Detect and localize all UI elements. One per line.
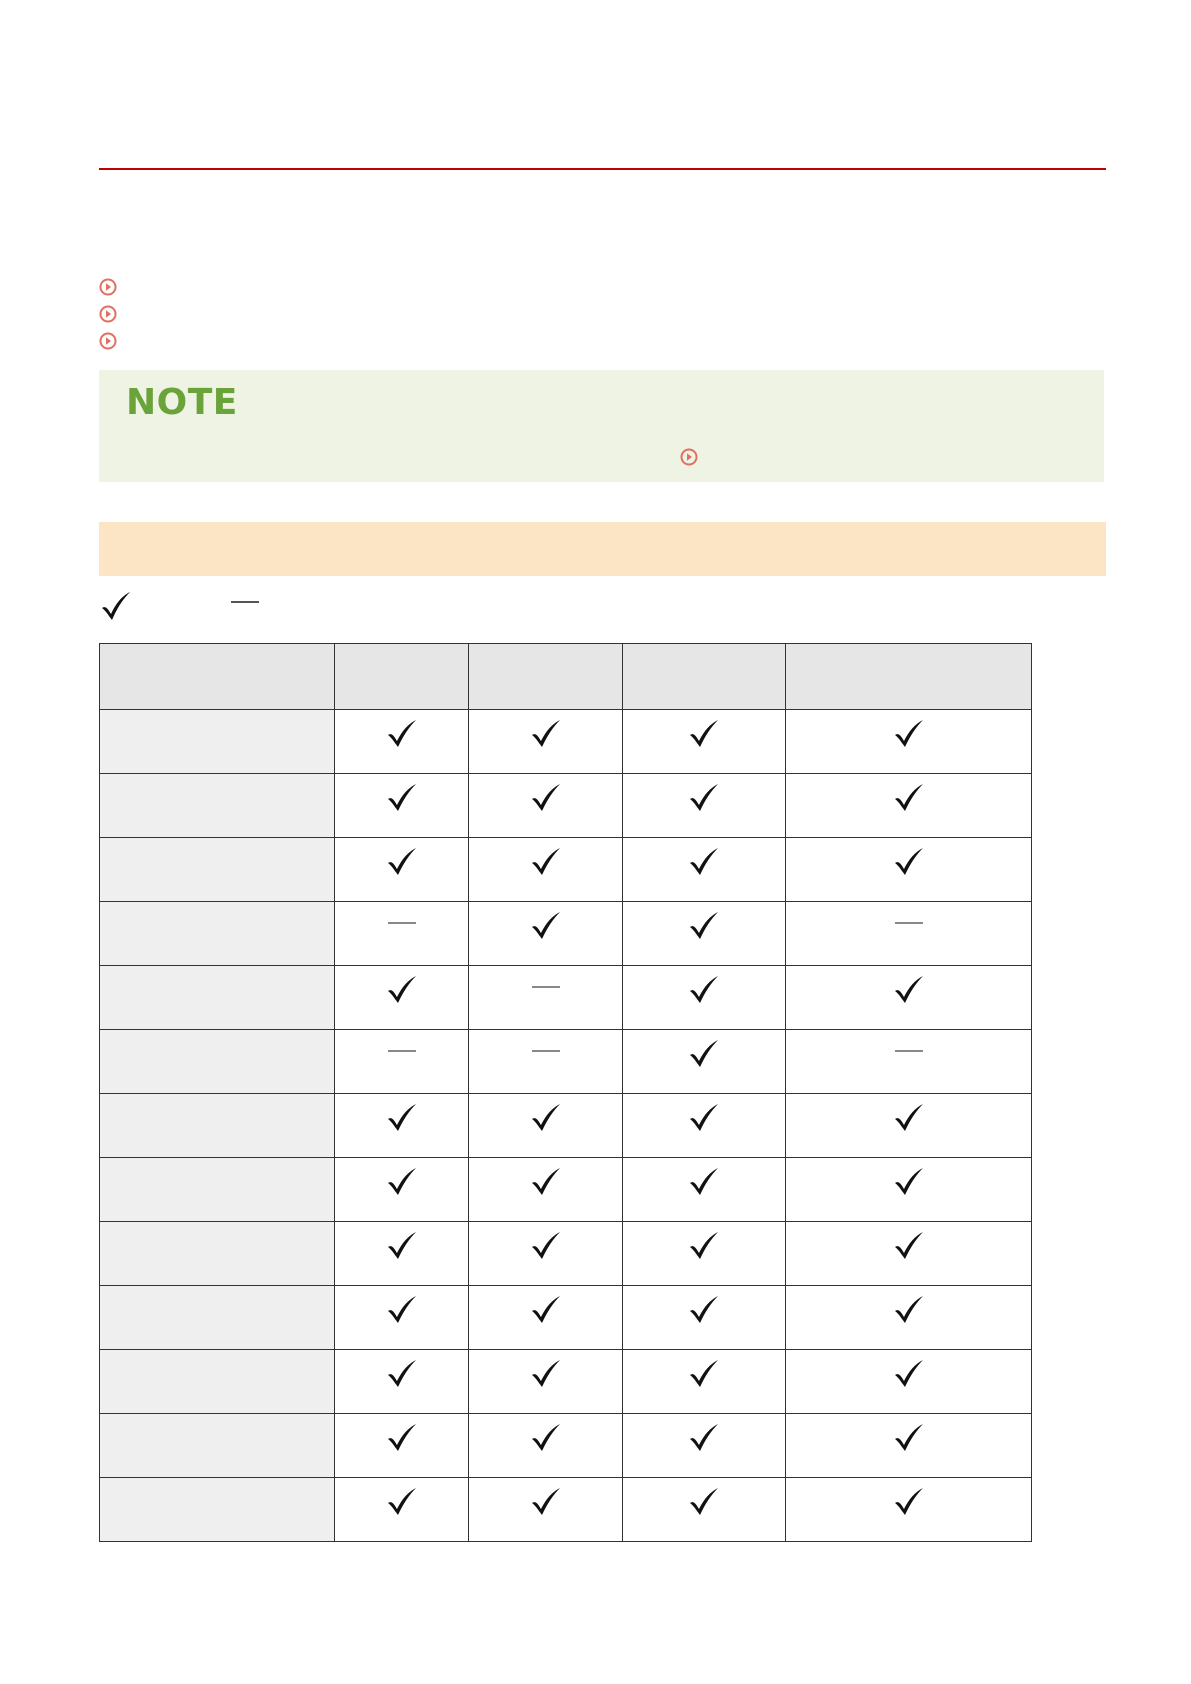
- table-cell: [786, 966, 1032, 1030]
- table-cell: [786, 1030, 1032, 1094]
- check-icon: [99, 589, 133, 623]
- check-icon: [687, 1422, 721, 1454]
- dash-icon: [231, 601, 259, 603]
- table-cell: [623, 902, 786, 966]
- table-cell: [786, 1158, 1032, 1222]
- table-cell: [469, 966, 623, 1030]
- table-cell: [335, 838, 469, 902]
- header-rule: [99, 168, 1106, 170]
- table-row: [100, 966, 1032, 1030]
- table-cell: [623, 1222, 786, 1286]
- row-label-cell: [100, 1350, 335, 1414]
- row-label-cell: [100, 1158, 335, 1222]
- list-item[interactable]: [99, 273, 117, 300]
- check-icon: [385, 974, 419, 1006]
- note-title: NOTE: [126, 382, 238, 423]
- check-icon: [385, 846, 419, 878]
- table-cell: [786, 1222, 1032, 1286]
- table-cell: [786, 1478, 1032, 1542]
- table-cell: [786, 710, 1032, 774]
- check-icon: [892, 974, 926, 1006]
- check-icon: [687, 910, 721, 942]
- dash-icon: [388, 1050, 416, 1052]
- check-icon: [385, 1486, 419, 1518]
- arrow-right-circle-icon[interactable]: [99, 278, 117, 296]
- check-icon: [892, 1230, 926, 1262]
- table-cell: [469, 710, 623, 774]
- check-icon: [385, 718, 419, 750]
- list-item[interactable]: [99, 327, 117, 354]
- table-cell: [469, 1158, 623, 1222]
- arrow-right-circle-icon[interactable]: [99, 332, 117, 350]
- row-label-cell: [100, 1222, 335, 1286]
- table-cell: [469, 1222, 623, 1286]
- table-header-cell: [623, 644, 786, 710]
- dash-icon: [532, 1050, 560, 1052]
- table-cell: [335, 710, 469, 774]
- check-icon: [385, 1294, 419, 1326]
- arrow-right-circle-icon[interactable]: [680, 448, 698, 466]
- table-row: [100, 1350, 1032, 1414]
- table-cell: [335, 966, 469, 1030]
- table-cell: [623, 1094, 786, 1158]
- table-cell: [786, 774, 1032, 838]
- table-cell: [786, 838, 1032, 902]
- support-table: [99, 643, 1032, 1542]
- check-icon: [385, 1230, 419, 1262]
- check-icon: [385, 782, 419, 814]
- table-header-cell: [335, 644, 469, 710]
- check-icon: [687, 846, 721, 878]
- check-icon: [529, 1102, 563, 1134]
- table-header-cell: [469, 644, 623, 710]
- legend: [99, 588, 259, 624]
- check-icon: [892, 1422, 926, 1454]
- table-cell: [335, 1286, 469, 1350]
- check-icon: [385, 1358, 419, 1390]
- table-cell: [623, 838, 786, 902]
- table-cell: [623, 1286, 786, 1350]
- table-cell: [335, 1030, 469, 1094]
- table-cell: [469, 1350, 623, 1414]
- table-row: [100, 902, 1032, 966]
- table-cell: [469, 774, 623, 838]
- dash-icon: [388, 922, 416, 924]
- check-icon: [687, 1294, 721, 1326]
- table-row: [100, 1478, 1032, 1542]
- table-cell: [623, 1414, 786, 1478]
- table-cell: [335, 1158, 469, 1222]
- table-cell: [335, 902, 469, 966]
- table-cell: [623, 966, 786, 1030]
- row-label-cell: [100, 902, 335, 966]
- table-header-cell: [100, 644, 335, 710]
- table-row: [100, 1222, 1032, 1286]
- table-cell: [786, 902, 1032, 966]
- check-icon: [529, 782, 563, 814]
- table-cell: [469, 1478, 623, 1542]
- list-item[interactable]: [99, 300, 117, 327]
- check-icon: [687, 1166, 721, 1198]
- table-cell: [469, 1286, 623, 1350]
- dash-icon: [895, 922, 923, 924]
- check-icon: [385, 1102, 419, 1134]
- check-icon: [892, 1102, 926, 1134]
- check-icon: [529, 718, 563, 750]
- row-label-cell: [100, 1478, 335, 1542]
- check-icon: [687, 1358, 721, 1390]
- table-row: [100, 1094, 1032, 1158]
- check-icon: [687, 1230, 721, 1262]
- table-cell: [469, 902, 623, 966]
- check-icon: [892, 718, 926, 750]
- table-cell: [335, 774, 469, 838]
- row-label-cell: [100, 710, 335, 774]
- check-icon: [687, 1038, 721, 1070]
- table-row: [100, 1286, 1032, 1350]
- check-icon: [892, 846, 926, 878]
- dash-icon: [532, 986, 560, 988]
- row-label-cell: [100, 838, 335, 902]
- row-label-cell: [100, 1094, 335, 1158]
- table-cell: [623, 710, 786, 774]
- table-cell: [469, 1094, 623, 1158]
- row-label-cell: [100, 1414, 335, 1478]
- section-heading-band: [99, 522, 1106, 576]
- table-cell: [786, 1414, 1032, 1478]
- table-cell: [623, 774, 786, 838]
- note-box: [99, 370, 1104, 482]
- table-cell: [469, 1030, 623, 1094]
- check-icon: [687, 974, 721, 1006]
- table-cell: [623, 1158, 786, 1222]
- check-icon: [529, 1422, 563, 1454]
- table-cell: [335, 1478, 469, 1542]
- table-cell: [469, 1414, 623, 1478]
- check-icon: [892, 1486, 926, 1518]
- check-icon: [529, 1486, 563, 1518]
- check-icon: [529, 910, 563, 942]
- arrow-right-circle-icon[interactable]: [99, 305, 117, 323]
- table-row: [100, 1414, 1032, 1478]
- check-icon: [529, 1230, 563, 1262]
- table-row: [100, 838, 1032, 902]
- table-row: [100, 774, 1032, 838]
- table-row: [100, 710, 1032, 774]
- table-cell: [335, 1222, 469, 1286]
- check-icon: [385, 1422, 419, 1454]
- check-icon: [529, 846, 563, 878]
- check-icon: [687, 1486, 721, 1518]
- table-header-row: [100, 644, 1032, 710]
- table-cell: [623, 1478, 786, 1542]
- check-icon: [529, 1166, 563, 1198]
- check-icon: [892, 782, 926, 814]
- table-cell: [623, 1350, 786, 1414]
- table-cell: [786, 1094, 1032, 1158]
- link-list: [99, 273, 117, 354]
- table-cell: [335, 1350, 469, 1414]
- check-icon: [385, 1166, 419, 1198]
- row-label-cell: [100, 774, 335, 838]
- table-header-cell: [786, 644, 1032, 710]
- check-icon: [687, 1102, 721, 1134]
- check-icon: [892, 1166, 926, 1198]
- table-cell: [623, 1030, 786, 1094]
- row-label-cell: [100, 966, 335, 1030]
- table-row: [100, 1030, 1032, 1094]
- table-cell: [786, 1286, 1032, 1350]
- check-icon: [529, 1294, 563, 1326]
- table-cell: [335, 1094, 469, 1158]
- table-row: [100, 1158, 1032, 1222]
- table-cell: [335, 1414, 469, 1478]
- dash-icon: [895, 1050, 923, 1052]
- check-icon: [892, 1294, 926, 1326]
- table-cell: [469, 838, 623, 902]
- row-label-cell: [100, 1286, 335, 1350]
- row-label-cell: [100, 1030, 335, 1094]
- check-icon: [687, 782, 721, 814]
- table-cell: [786, 1350, 1032, 1414]
- check-icon: [529, 1358, 563, 1390]
- check-icon: [687, 718, 721, 750]
- check-icon: [892, 1358, 926, 1390]
